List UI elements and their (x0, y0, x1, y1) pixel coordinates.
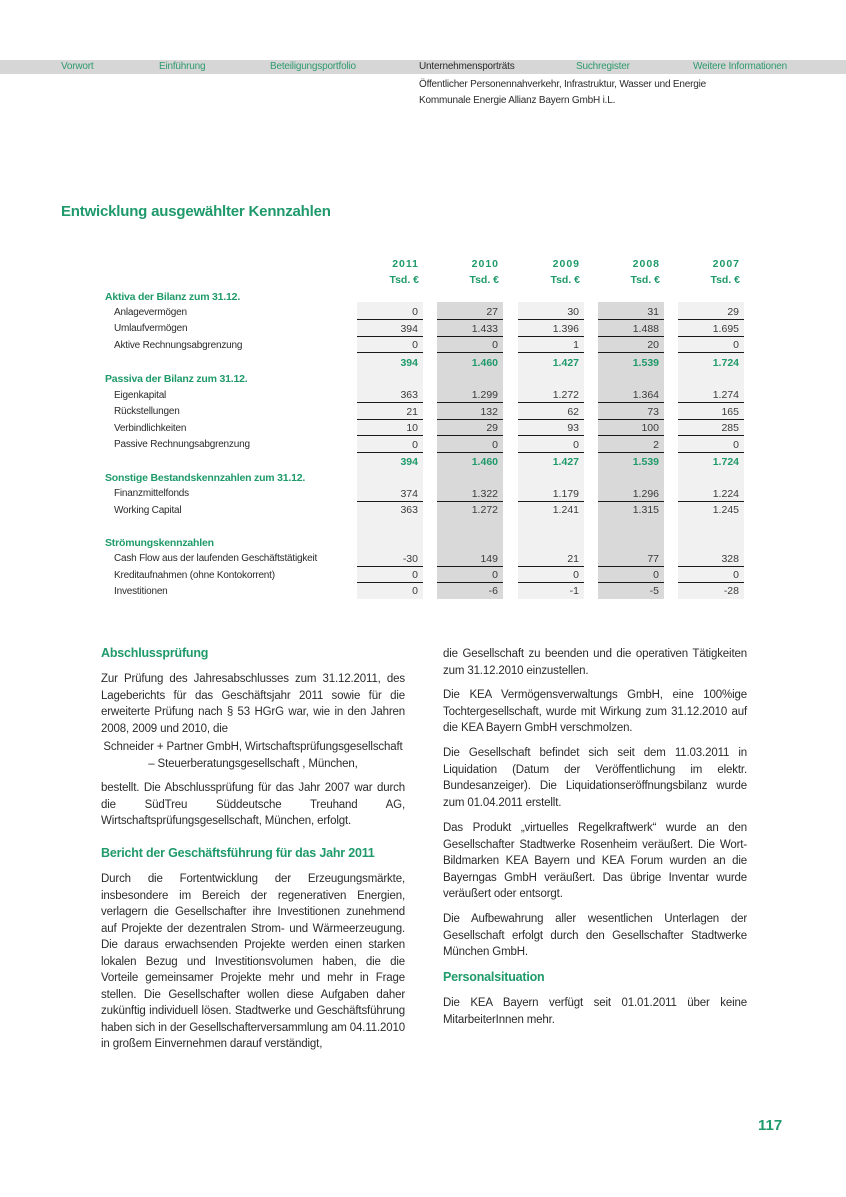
total-cell: 1.724 (712, 357, 739, 369)
paragraph: Die Aufbewahrung aller wesentlichen Unterlagen der Gesellschaft erfolgt durch den Gesellschafter Stadtwerke München GmbH. (443, 913, 747, 958)
table-cell: 77 (598, 551, 664, 567)
table-cell: 0 (518, 437, 584, 453)
table-cell: 27 (437, 304, 503, 320)
page-title: Entwicklung ausgewählter Kennzahlen (61, 203, 331, 220)
table-cell: 0 (598, 567, 664, 583)
total-cell: 394 (400, 357, 418, 369)
table-cell: 1.179 (518, 486, 584, 502)
table-cell: 1.296 (598, 486, 664, 502)
table-cell: 100 (598, 420, 664, 436)
breadcrumb-company: Kommunale Energie Allianz Bayern GmbH i.L. (419, 95, 616, 106)
row-label: Working Capital (114, 505, 182, 516)
paragraph: Durch die Fortentwicklung der Erzeugungsmärkte, insbesondere im Bereich der regenerativen Energien, verlagern die Gesellschafter ihre Investitionen zunehmend auf Projekte der dezentralen Strom- und Wärmeerzeugung. Die daraus erwachsenden Projekte werden einen starken lokalen Bezug und Investitionsvolumen haben, die die Vorteile gemeinsamer Projekte mehr und mehr in Frage stellen. Die Gesellschafter wollen diese Aufgaben daher zukünftig individuell lösen. Stadtwerke und Geschäftsführung haben sich in der Gesellschafterversammlung am 04.11.2010 in großem Einvernehmen darauf verständigt, (101, 873, 405, 1050)
unit-header: Tsd. € (550, 274, 580, 286)
table-cell: 374 (357, 486, 423, 502)
table-cell: 363 (400, 504, 418, 516)
nav-item-beteiligungsportfolio[interactable]: Beteiligungsportfolio (270, 61, 356, 72)
row-label: Cash Flow aus der laufenden Geschäftstätigkeit (114, 553, 318, 564)
table-cell: -30 (357, 551, 423, 567)
table-cell: 1.315 (632, 504, 659, 516)
row-label: Passive Rechnungsabgrenzung (114, 439, 250, 450)
row-label: Finanzmittelfonds (114, 488, 189, 499)
table-cell: 1.245 (712, 504, 739, 516)
table-cell: 0 (357, 567, 423, 583)
table-cell: 62 (518, 404, 584, 420)
total-cell: 1.427 (552, 357, 579, 369)
nav-item-vorwort[interactable]: Vorwort (61, 61, 94, 72)
table-cell: 1.299 (437, 387, 503, 403)
row-label: Kreditaufnahmen (ohne Kontokorrent) (114, 570, 275, 581)
total-cell: 1.460 (471, 456, 498, 468)
section-label-stroemung: Strömungskennzahlen (105, 537, 214, 549)
table-cell: 1.272 (471, 504, 498, 516)
paragraph: Die KEA Bayern verfügt seit 01.01.2011 über keine MitarbeiterInnen mehr. (443, 997, 747, 1026)
table-cell: 1.396 (518, 321, 584, 337)
table-cell: 1.224 (678, 486, 744, 502)
table-cell: 0 (437, 437, 503, 453)
table-cell: 0 (412, 585, 418, 597)
table-cell: 0 (678, 437, 744, 453)
table-cell: -5 (649, 585, 659, 597)
unit-header: Tsd. € (630, 274, 660, 286)
total-cell: 1.539 (632, 456, 659, 468)
total-cell: 1.427 (552, 456, 579, 468)
paragraph: bestellt. Die Abschlussprüfung für das Jahr 2007 war durch die SüdTreu Süddeutsche Treuhand AG, Wirtschaftsprüfungsgesellschaft, München, erfolgt. (101, 782, 405, 827)
table-cell: 1.272 (518, 387, 584, 403)
paragraph-auditor: Schneider + Partner GmbH, Wirtschaftsprüfungsgesellschaft – Steuerberatungsgesellschaft , München, (103, 741, 403, 770)
table-cell: 132 (437, 404, 503, 420)
table-cell: 0 (357, 304, 423, 320)
table-cell: 285 (678, 420, 744, 436)
section-label-passiva: Passiva der Bilanz zum 31.12. (105, 373, 248, 385)
table-cell: -1 (569, 585, 579, 597)
section-label-sonstige: Sonstige Bestandskennzahlen zum 31.12. (105, 472, 306, 484)
table-cell: 1.322 (437, 486, 503, 502)
table-cell: 1.488 (598, 321, 664, 337)
heading-personalsituation: Personalsituation (443, 970, 545, 984)
row-label: Verbindlichkeiten (114, 423, 187, 434)
table-cell: 31 (598, 304, 664, 320)
page-number: 117 (758, 1117, 783, 1134)
table-cell: 1.241 (552, 504, 579, 516)
heading-bericht: Bericht der Geschäftsführung für das Jahr 2011 (101, 846, 375, 860)
table-cell: -6 (488, 585, 498, 597)
year-header: 2010 (471, 258, 499, 270)
table-cell: 0 (678, 567, 744, 583)
section-label-aktiva: Aktiva der Bilanz zum 31.12. (105, 291, 241, 303)
year-header: 2011 (392, 258, 419, 270)
table-cell: 10 (357, 420, 423, 436)
table-cell: 0 (357, 437, 423, 453)
table-cell: -28 (723, 585, 739, 597)
table-cell: 0 (678, 337, 744, 353)
paragraph: Die Gesellschaft befindet sich seit dem 11.03.2011 in Liquidation (Datum der Veröffentlichung im elektr. Bundesanzeiger). Die Liquidationseröffnungsbilanz wurde zum 01.04.2011 erstellt. (443, 747, 747, 809)
year-header: 2009 (552, 258, 580, 270)
table-cell: 21 (518, 551, 584, 567)
paragraph: Das Produkt „virtuelles Regelkraftwerk“ wurde an den Gesellschafter Stadtwerke Rosenheim veräußert. Die Wort-Bildmarken KEA Bayern und KEA Forum wurden an die Bayerngas GmbH veräußert. Das übrige Inventar wurde veräußert oder entsorgt. (443, 822, 747, 900)
table-cell: 21 (357, 404, 423, 420)
table-cell: 1.274 (678, 387, 744, 403)
total-cell: 1.539 (632, 357, 659, 369)
table-cell: 328 (678, 551, 744, 567)
nav-item-suchregister[interactable]: Suchregister (576, 61, 630, 72)
table-cell: 2 (598, 437, 664, 453)
nav-item-weitere-informationen[interactable]: Weitere Informationen (693, 61, 787, 72)
paragraph: Zur Prüfung des Jahresabschlusses zum 31.12.2011, des Lageberichts für das Geschäftsjahr 2011 sowie für die erweiterte Prüfung nach § 53 HGrG war, wie in den Jahren 2008, 2009 und 2010, die (101, 673, 405, 735)
nav-item-unternehmensportraets[interactable]: Unternehmensporträts (419, 61, 515, 72)
row-label: Investitionen (114, 586, 168, 597)
table-cell: 0 (518, 567, 584, 583)
table-cell: 1.433 (437, 321, 503, 337)
table-cell: 29 (678, 304, 744, 320)
row-label: Rückstellungen (114, 406, 180, 417)
row-label: Eigenkapital (114, 390, 167, 401)
table-cell: 1 (518, 337, 584, 353)
table-cell: 394 (357, 321, 423, 337)
table-cell: 1.695 (678, 321, 744, 337)
table-cell: 363 (357, 387, 423, 403)
table-cell: 149 (437, 551, 503, 567)
table-cell: 93 (518, 420, 584, 436)
top-navigation-bar (0, 60, 846, 74)
paragraph: Die KEA Vermögensverwaltungs GmbH, eine 100%ige Tochtergesellschaft, wurde mit Wirkung zum 31.12.2010 auf die KEA Bayern GmbH verschmolzen. (443, 689, 747, 734)
table-cell: 165 (678, 404, 744, 420)
table-cell: 1.364 (598, 387, 664, 403)
unit-header: Tsd. € (469, 274, 499, 286)
unit-header: Tsd. € (710, 274, 740, 286)
paragraph: die Gesellschaft zu beenden und die operativen Tätigkeiten zum 31.12.2010 einzustellen. (443, 648, 747, 677)
row-label: Aktive Rechnungsabgrenzung (114, 340, 243, 351)
heading-abschlusspruefung: Abschlussprüfung (101, 646, 209, 660)
total-cell: 1.460 (471, 357, 498, 369)
table-cell: 0 (437, 567, 503, 583)
table-cell: 73 (598, 404, 664, 420)
nav-item-einfuehrung[interactable]: Einführung (159, 61, 206, 72)
row-label: Anlagevermögen (114, 307, 187, 318)
table-cell: 29 (437, 420, 503, 436)
unit-header: Tsd. € (389, 274, 419, 286)
total-cell: 1.724 (712, 456, 739, 468)
table-cell: 0 (357, 337, 423, 353)
table-cell: 20 (598, 337, 664, 353)
year-header: 2008 (632, 258, 660, 270)
total-cell: 394 (400, 456, 418, 468)
breadcrumb-category: Öffentlicher Personennahverkehr, Infrastruktur, Wasser und Energie (419, 79, 706, 90)
table-cell: 0 (437, 337, 503, 353)
year-header: 2007 (712, 258, 740, 270)
row-label: Umlaufvermögen (114, 323, 188, 334)
table-cell: 30 (518, 304, 584, 320)
